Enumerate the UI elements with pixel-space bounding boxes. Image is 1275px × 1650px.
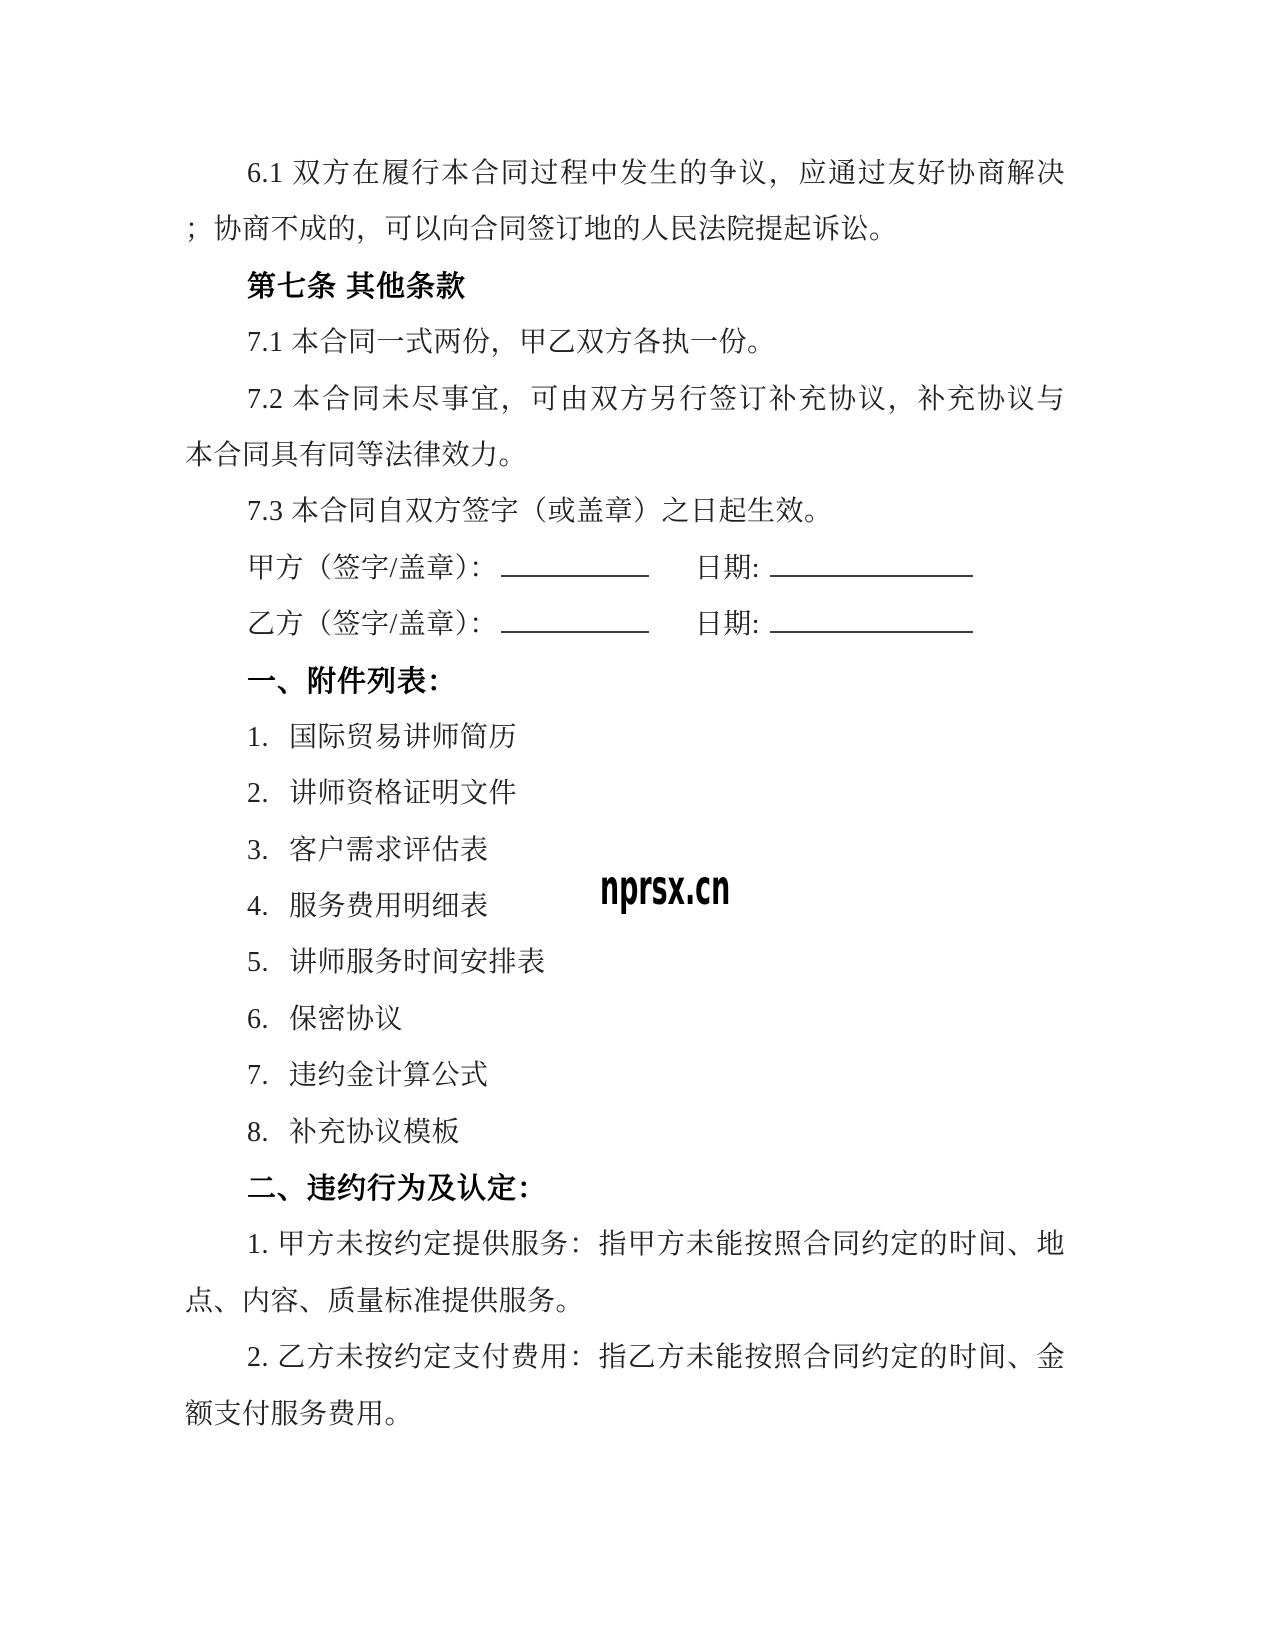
attachment-item bbox=[185, 710, 1065, 766]
clause-6-1-line-1: 6.1 双方在履行本合同过程中发生的争议，应通过友好协商解决 bbox=[247, 158, 1065, 189]
party-a-signature-row bbox=[185, 541, 1065, 597]
attachment-item-number: 2. bbox=[247, 778, 269, 810]
party-a-date-blank bbox=[770, 545, 973, 577]
attachment-item-number: 3. bbox=[247, 834, 269, 866]
breach-heading: 二、违约行为及认定： bbox=[247, 1173, 548, 1206]
breach-item-2-line-1: 2. 乙方未按约定支付费用：指乙方未能按照合同约定的时间、金 bbox=[247, 1342, 1065, 1374]
attachment-item-number: 7. bbox=[247, 1060, 269, 1092]
attachments-heading: 一、附件列表： bbox=[247, 665, 458, 698]
party-b-signature-blank bbox=[501, 601, 649, 633]
clause-7-2-line-2: 本合同具有同等法律效力。 bbox=[185, 439, 528, 471]
attachment-item-text: 保密协议 bbox=[289, 1003, 404, 1035]
party-b-date-blank bbox=[770, 601, 973, 633]
breach-item-2-line-2: 额支付服务费用。 bbox=[185, 1398, 414, 1430]
party-b-signature-label: 乙方（签字/盖章）： bbox=[247, 609, 498, 641]
attachment-item-text: 补充协议模板 bbox=[289, 1116, 461, 1148]
attachment-item-text: 讲师服务时间安排表 bbox=[289, 947, 546, 979]
attachment-item-number: 4. bbox=[247, 891, 269, 923]
attachment-item bbox=[185, 1048, 1065, 1104]
party-b-signature-row bbox=[185, 597, 1065, 653]
article-7-heading: 第七条 其他条款 bbox=[247, 270, 467, 303]
breach-item-1-line-1: 1. 甲方未按约定提供服务：指甲方未能按照合同约定的时间、地 bbox=[247, 1229, 1065, 1261]
party-a-signature-label: 甲方（签字/盖章）： bbox=[247, 552, 498, 584]
attachment-item bbox=[185, 766, 1065, 822]
party-a-signature-blank bbox=[501, 545, 649, 577]
attachment-item bbox=[185, 1105, 1065, 1161]
attachment-item-text: 客户需求评估表 bbox=[289, 834, 489, 866]
document-body bbox=[185, 146, 1065, 1443]
attachment-item-text: 违约金计算公式 bbox=[289, 1060, 489, 1092]
breach-item-1-line-2: 点、内容、质量标准提供服务。 bbox=[185, 1285, 585, 1317]
attachment-item bbox=[185, 935, 1065, 991]
clause-7-3: 7.3 本合同自双方签字（或盖章）之日起生效。 bbox=[247, 496, 833, 528]
attachment-item-text: 国际贸易讲师简历 bbox=[289, 721, 518, 753]
attachment-item-text: 讲师资格证明文件 bbox=[289, 778, 518, 810]
attachment-item-number: 1. bbox=[247, 721, 269, 753]
party-b-date-label: 日期: bbox=[694, 609, 761, 641]
attachment-item bbox=[185, 992, 1065, 1048]
attachment-item-number: 6. bbox=[247, 1003, 269, 1035]
attachment-item-text: 服务费用明细表 bbox=[289, 891, 489, 923]
attachment-item-number: 5. bbox=[247, 947, 269, 979]
clause-7-1: 7.1 本合同一式两份，甲乙双方各执一份。 bbox=[247, 327, 776, 359]
clause-7-2-line-1: 7.2 本合同未尽事宜，可由双方另行签订补充协议，补充协议与 bbox=[247, 383, 1065, 415]
watermark-text: nprsx.cn bbox=[600, 860, 731, 916]
attachment-item-number: 8. bbox=[247, 1116, 269, 1148]
clause-6-1-line-2: ；协商不成的，可以向合同签订地的人民法院提起诉讼。 bbox=[185, 214, 898, 246]
party-a-date-label: 日期: bbox=[694, 552, 761, 584]
